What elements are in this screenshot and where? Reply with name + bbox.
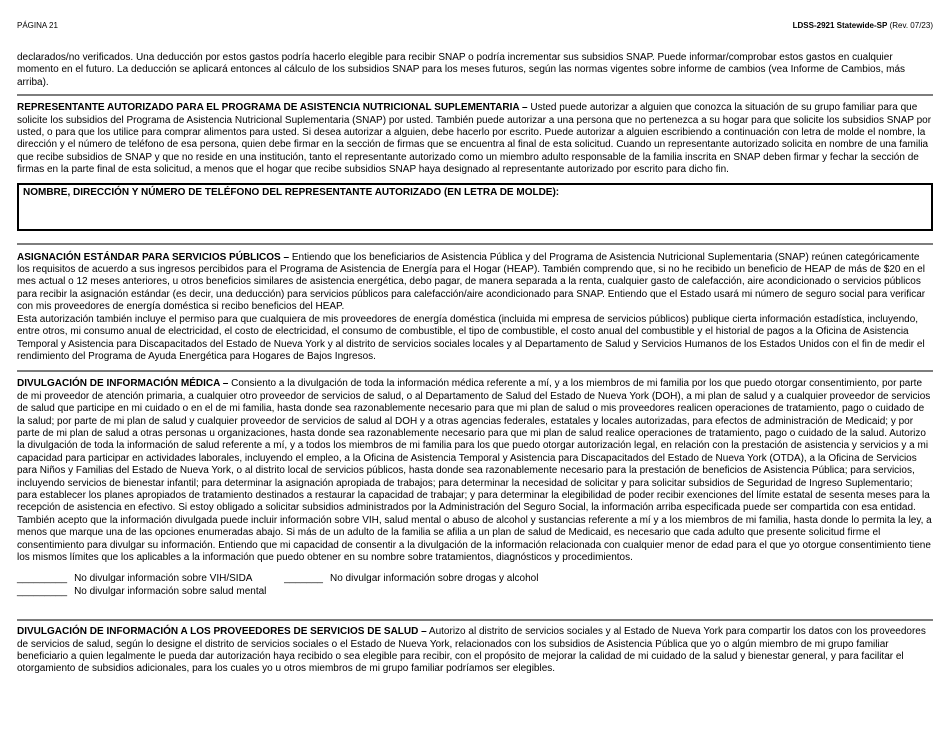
form-id-code: LDSS-2921 Statewide-SP: [792, 21, 888, 30]
section-standard-utility-allowance: [17, 252, 933, 364]
section-heading-medical-information-release: DIVULGACIÓN DE INFORMACIÓN MÉDICA –: [17, 378, 229, 390]
section-body: Esta autorización también incluye el permiso para que cualquiera de mis proveedores de energía doméstica (incluida mi empresa de servicios públicos) publique cierta información estadística, incluyendo, entre otros, mi consumo anual de electricidad, el costo de electricidad, el consumo de combustible, el tipo de combustible, el costo anual del combustible y el historial de pagos a la Oficina de Asistencia Temporal y Asistencia para Discapacitados del Estado de Nueva York y al distrito de servicios sociales locales y al Departamento de Salud y Servicios Humanos de los Estados Unidos con el fin de medir el rendimiento del Programa de Ayuda Energética para Hogares de Bajos Ingresos.: [17, 313, 925, 362]
section-authorized-representative: [17, 102, 933, 176]
section-divider: [17, 94, 933, 96]
section-body: Entiendo que los beneficiarios de Asistencia Pública y del Programa de Asistencia Nutricional Suplementaria (SNAP) reúnen categóricamente los requisitos de acuerdo a sus ingresos percibidos para el Programa de Asistencia de Energía para el Hogar (HEAP). También comprendo que, si no he recibido un beneficio de HEAP de más de $20 en el mes actual o 12 meses anteriores, u otros beneficios similares de asistencia energética, debo pagar, de manera separada a la renta, cualquier gasto de calefacción, aire acondicionado o servicios públicos para recibir la asignación estándar (es decir, una deducción) para servicios públicos para calefacción/aire acondicionado para SNAP. Entiendo que el Estado usará mi número de seguro social para verificar con mis proveedores de energía doméstica si recibo beneficios del HEAP.: [17, 251, 926, 313]
section-divider: [17, 243, 933, 245]
section-release-to-health-providers: [17, 626, 933, 676]
section-heading-release-to-health-providers: DIVULGACIÓN DE INFORMACIÓN A LOS PROVEEDORES DE SERVICIOS DE SALUD –: [17, 626, 427, 638]
option-label-drugs-alcohol: No divulgar información sobre drogas y alcohol: [330, 573, 539, 585]
disclosure-option-row: [17, 586, 933, 598]
intro-paragraph: declarados/no verificados. Una deducción por estos gastos podría hacerlo elegible para recibir SNAP o podría incrementar sus subsidios SNAP. Puede informar/comprobar estos gastos en cualquier momento en el futuro. La deducción se aplicará entonces al cálculo de los subsidios SNAP para los meses futuros, según las normas vigentes sobre informe de cambios (vea Informe de Cambios, más arriba).: [17, 52, 906, 88]
fill-in-blank-mental-health[interactable]: _________: [17, 585, 68, 597]
section-body: Consiento a la divulgación de toda la información médica referente a mí, y a los miembros de mi familia por los que puedo otorgar consentimiento, por parte de mi proveedor de atención primaria, a cualquier otro proveedor de servicios de salud, o al Departamento de Salud del Estado de Nueva York (DOH), a mi plan de salud y a cualquier proveedor de servicios de salud que participe en mi cuidado o en el de mi familia, hasta donde sea razonablemente necesario para que mi plan de salud o mis proveedores realicen operaciones de tratamiento, pago o cuidado de la salud; por parte de mi plan de salud y cualquier proveedor de servicios de salud al DOH y a otras agencias federales, estatales y locales autorizadas, para efectos de administración de Medicaid; y por parte de mi plan de salud a otras personas u organizaciones, hasta donde sea razonablemente necesario para que mi plan de salud realice operaciones de tratamiento, pago o cuidado de la salud. Autorizo la divulgación de toda la información de salud referente a mí, y a todos los miembros de mi familia para los que puedo otorgar autorización legal, en relación con la prestación de asistencia y servicios y a mi capacidad para participar en actividades laborales, incluyendo el empleo, a la Oficina de Asistencia Temporal y Asistencia para Discapacitados del Estado de Nueva York (OTDA), a la Oficina de Servicios para Niños y Familias del Estado de Nueva York, o al distrito local de servicios públicos, hasta donde sea razonablemente necesario para la prestación de beneficios de Asistencia Pública; para servicios, incluyendo servicios de bienestar infantil; para determinar la asignación apropiada de trabajos; para determinar la necesidad de solicitar y para solicitar subsidios de Seguridad de Ingreso Suplementario; para establecer los planes apropiados de tratamiento destinados a restaurar la capacidad de trabajar; y para determinar la elegibilidad de poder recibir exenciones del límite estatal de sesenta meses para la recepción de asistencia en efectivo. Si estoy obligado a solicitar subsidios administrados por la Administración del Seguro Social, la información arriba especificada puede ser compartida con esa entidad. También acepto que la información divulgada puede incluir información sobre VIH, salud mental o abuso de alcohol y sustancias referente a mí y a los miembros de mi familia, hasta donde lo permita la ley, a menos que marque una de las opciones enumeradas abajo. Si más de un adulto de la familia se afilia a un plan de salud de Medicaid, es necesario que cada adulto que presente solicitud firme el consentimiento para divulgar su información. Entiendo que mi capacidad de consentir a la divulgación de la información relacionada con cualquier menor de edad para el que yo otorgue consentimiento tiene los mismos límites que los aplicables a la información que puedo obtener en su nombre sobre tratamientos, diagnósticos y procedimientos.: [17, 378, 932, 563]
fill-in-blank-drugs-alcohol[interactable]: _______: [284, 573, 323, 585]
page-header: [17, 0, 933, 30]
form-revision: (Rev. 07/23): [889, 21, 933, 30]
rep-box-label: NOMBRE, DIRECCIÓN Y NÚMERO DE TELÉFONO DEL REPRESENTANTE AUTORIZADO (EN LETRA DE MOLDE):: [23, 186, 560, 198]
authorized-representative-input-box[interactable]: [17, 183, 933, 231]
option-label-hiv: No divulgar información sobre VIH/SIDA: [74, 573, 253, 585]
disclosure-option-row: [17, 573, 933, 585]
page-number-label: PÁGINA 21: [17, 21, 58, 30]
section-divider: [17, 370, 933, 372]
disclosure-options: [17, 573, 933, 598]
section-medical-information-release: [17, 378, 933, 564]
section-divider: [17, 619, 933, 621]
section-heading-standard-utility-allowance: ASIGNACIÓN ESTÁNDAR PARA SERVICIOS PÚBLICOS –: [17, 251, 290, 263]
form-id: [793, 21, 933, 30]
section-body: Autorizo al distrito de servicios sociales y al Estado de Nueva York para compartir los datos con los proveedores de servicios de salud, según lo designe el distrito de servicios sociales o el Estado de Nueva York, relacionados con los subsidios de Asistencia Pública que yo o algún miembro de mi grupo familiar beneficiario a quien legalmente le pueda dar autorización haya recibido o sea elegible para recibir, con el propósito de mejorar la calidad de mi cuidado de la salud y bienestar general, y para facilitar el otorgamiento de subsidios adicionales, para los cuales yo u otros miembros de mi grupo familiar podríamos ser elegibles.: [17, 626, 926, 675]
option-label-mental-health: No divulgar información sobre salud mental: [74, 585, 267, 597]
section-heading-authorized-representative: REPRESENTANTE AUTORIZADO PARA EL PROGRAMA DE ASISTENCIA NUTRICIONAL SUPLEMENTARIA –: [17, 102, 528, 114]
fill-in-blank-hiv[interactable]: _________: [17, 573, 68, 585]
section-body: Usted puede autorizar a alguien que conozca la situación de su grupo familiar para que solicite los subsidios del Programa de Asistencia Nutricional Suplementaria (SNAP) por usted. También puede autorizar a una persona que no pertenezca a su hogar para que solicite los subsidios SNAP por usted, o para que los utilice para comprar alimentos para usted. Si desea autorizar a alguien, debe hacerlo por escrito. Puede autorizar a alguien escribiendo a continuación con letra de molde el nombre, la dirección y el número de teléfono de esa persona, quien debe firmar en la sección de firmas que se encuentra al final de esta solicitud. Cuando un representante autorizado solicita en nombre de una familia que recibe subsidios de SNAP y que no reside en una institución, tanto el representante autorizado como un miembro adulto responsable de la familia inscrita en SNAP deben firmar y fechar la sección de firmas en la parte final de esta solicitud, a menos que el hogar que recibe subsidios SNAP haya designado al representante autorizado por escrito para dicho fin.: [17, 102, 932, 176]
